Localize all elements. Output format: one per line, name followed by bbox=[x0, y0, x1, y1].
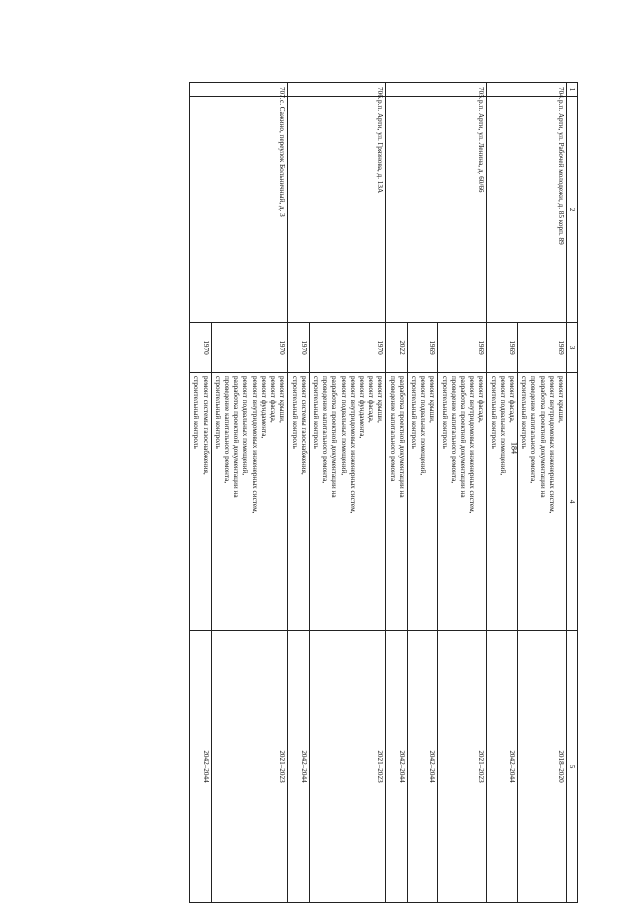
row-number: 706. bbox=[288, 83, 386, 97]
work-item: строительный контроль bbox=[520, 376, 529, 449]
works-cell bbox=[487, 373, 518, 631]
page-number: 184 bbox=[509, 442, 519, 454]
table-row bbox=[438, 83, 487, 903]
work-item: проведение капитального ремонта bbox=[388, 376, 397, 482]
row-number: 707. bbox=[190, 83, 288, 97]
header-cell: 4 bbox=[567, 373, 578, 631]
header-cell: 1 bbox=[567, 83, 578, 97]
work-item: ремонт подвальных помещений, bbox=[419, 376, 428, 476]
work-item: ремонт подвальных помещений, bbox=[498, 376, 507, 476]
work-item: строительный контроль bbox=[311, 376, 320, 449]
work-item: ремонт крыши, bbox=[278, 376, 287, 423]
address-cell: с. Сажино, переулок Больничный, д. 3 bbox=[190, 97, 288, 323]
row-number: 704. bbox=[487, 83, 567, 97]
period-cell: 2042–2044 bbox=[386, 631, 407, 903]
work-item: ремонт фундамента, bbox=[357, 376, 366, 439]
work-item: ремонт системы газоснабжения, bbox=[201, 376, 210, 475]
year-cell: 1970 bbox=[288, 323, 309, 373]
works-cell bbox=[517, 373, 566, 631]
work-item: строительный контроль bbox=[290, 376, 299, 449]
work-item: проведение капитального ремонта, bbox=[529, 376, 538, 484]
works-cell bbox=[190, 373, 211, 631]
period-cell: 2042–2044 bbox=[190, 631, 211, 903]
work-item: ремонт фасада, bbox=[269, 376, 278, 423]
capital-repair-table bbox=[189, 82, 578, 903]
work-item: ремонт крыши, bbox=[428, 376, 437, 423]
works-cell bbox=[386, 373, 407, 631]
work-item: ремонт подвальных помещений, bbox=[339, 376, 348, 476]
table-row bbox=[211, 83, 288, 903]
work-item: разработка проектной документации на bbox=[397, 376, 406, 498]
header-cell: 3 bbox=[567, 323, 578, 373]
works-cell bbox=[438, 373, 487, 631]
header-row bbox=[567, 83, 578, 903]
work-item: ремонт фасада, bbox=[367, 376, 376, 423]
work-item: ремонт внутридомовых инженерных систем, bbox=[348, 376, 357, 514]
work-item: строительный контроль bbox=[213, 376, 222, 449]
address-cell: р.п. Арти, ул. Ленина, д. 60/66 bbox=[386, 97, 487, 323]
table-body bbox=[190, 83, 567, 903]
work-item: разработка проектной документации на bbox=[538, 376, 547, 498]
work-item: ремонт крыши, bbox=[376, 376, 385, 423]
header-cell: 2 bbox=[567, 97, 578, 323]
work-item: ремонт системы газоснабжения, bbox=[299, 376, 308, 475]
year-cell: 1969 bbox=[517, 323, 566, 373]
work-item: строительный контроль bbox=[440, 376, 449, 449]
work-item: ремонт внутридомовых инженерных систем, bbox=[250, 376, 259, 514]
work-item: строительный контроль bbox=[409, 376, 418, 449]
work-item: проведение капитального ремонта, bbox=[449, 376, 458, 484]
work-item: ремонт фундамента, bbox=[259, 376, 268, 439]
work-item: разработка проектной документации на bbox=[232, 376, 241, 498]
table-row bbox=[309, 83, 386, 903]
period-cell: 2042–2044 bbox=[407, 631, 438, 903]
work-item: ремонт подвальных помещений, bbox=[241, 376, 250, 476]
year-cell: 1969 bbox=[487, 323, 518, 373]
period-cell: 2018–2020 bbox=[517, 631, 566, 903]
year-cell: 1970 bbox=[190, 323, 211, 373]
work-item: ремонт фасада, bbox=[507, 376, 516, 423]
row-number: 705. bbox=[386, 83, 487, 97]
address-cell: р.п. Арти, ул. Рабочей молодежи, д. 85 корп. 89 bbox=[487, 97, 567, 323]
year-cell: 2022 bbox=[386, 323, 407, 373]
work-item: строительный контроль bbox=[192, 376, 201, 449]
work-item: ремонт фасада, bbox=[477, 376, 486, 423]
period-cell: 2042–2044 bbox=[288, 631, 309, 903]
work-item: проведение капитального ремонта, bbox=[223, 376, 232, 484]
year-cell: 1969 bbox=[407, 323, 438, 373]
works-cell bbox=[288, 373, 309, 631]
work-item: разработка проектной документации на bbox=[330, 376, 339, 498]
year-cell: 1970 bbox=[309, 323, 386, 373]
rotated-page-content bbox=[78, 82, 578, 902]
period-cell: 2021–2023 bbox=[211, 631, 288, 903]
work-item: ремонт внутридомовых инженерных систем, bbox=[547, 376, 556, 514]
period-cell: 2021–2023 bbox=[309, 631, 386, 903]
table-row bbox=[517, 83, 566, 903]
year-cell: 1969 bbox=[438, 323, 487, 373]
work-item: строительный контроль bbox=[489, 376, 498, 449]
work-item: ремонт внутридомовых инженерных систем, bbox=[468, 376, 477, 514]
period-cell: 2042–2044 bbox=[487, 631, 518, 903]
address-cell: р.п. Арти, ул. Грязнова, д. 13А bbox=[288, 97, 386, 323]
work-item: ремонт крыши, bbox=[557, 376, 565, 423]
works-cell bbox=[309, 373, 386, 631]
works-cell bbox=[407, 373, 438, 631]
works-cell bbox=[211, 373, 288, 631]
work-item: разработка проектной документации на bbox=[458, 376, 467, 498]
year-cell: 1970 bbox=[211, 323, 288, 373]
period-cell: 2021–2023 bbox=[438, 631, 487, 903]
work-item: проведение капитального ремонта, bbox=[321, 376, 330, 484]
header-cell: 5 bbox=[567, 631, 578, 903]
